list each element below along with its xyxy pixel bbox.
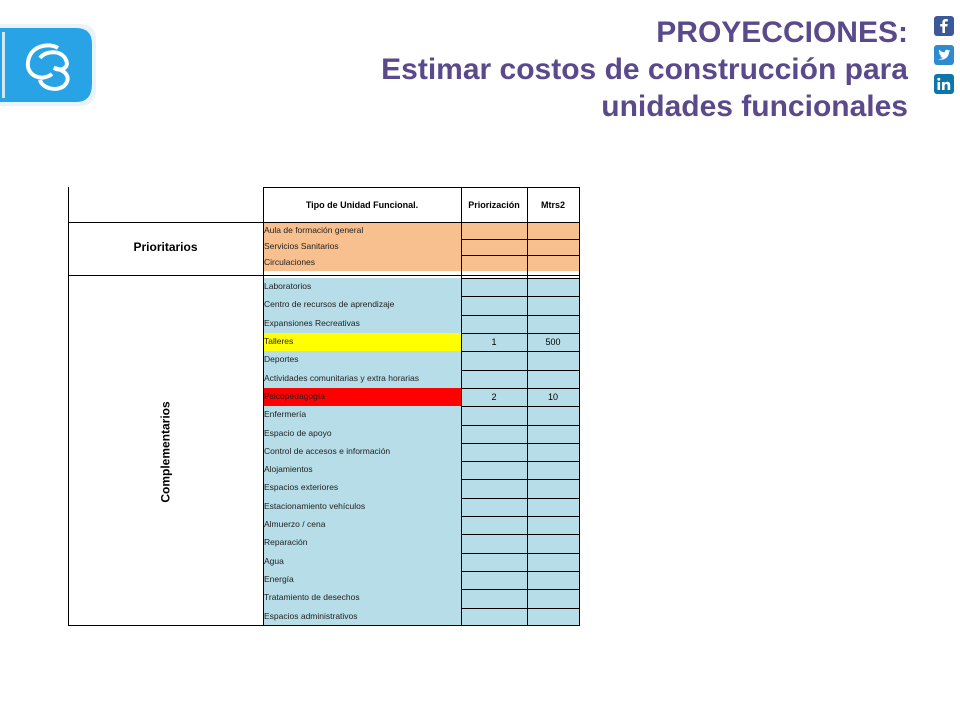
mtrs2-cell [527,516,579,534]
mtrs2-cell [527,571,579,589]
list-item: Servicios Sanitarios [264,241,339,251]
group-label-prioritarios: Prioritarios [133,240,198,254]
table-row-label: Actividades comunitarias y extra horarias [264,372,419,383]
priorizacion-cell [461,351,527,369]
table-row-label: Laboratorios [264,281,312,291]
priorizacion-cell [461,406,527,424]
table-row-label: Estacionamiento vehículos [264,500,366,511]
mtrs2-cell [527,239,579,255]
priorizacion-cell [461,516,527,534]
table-row-label: Talleres [263,333,461,351]
priorizacion-cell [461,461,527,479]
priorizacion-cell [461,571,527,589]
priorizacion-cell [461,608,527,626]
mtrs2-cell: 10 [527,388,579,406]
priorizacion-cell [461,443,527,461]
mtrs2-cell [527,534,579,552]
table-row-label: Agua [264,555,284,566]
table-row-label: Deportes [264,354,299,365]
priorizacion-cell: 1 [461,333,527,351]
functional-units-table [68,187,579,626]
priorizacion-cell [461,278,527,296]
table-row-label: Tratamiento de desechos [264,592,360,603]
table-row-label: Espacio de apoyo [264,427,332,438]
priorizacion-cell [461,498,527,516]
header-priorizacion: Priorización [468,199,520,210]
list-item: Aula de formación general [264,225,364,235]
table-row-label: Centro de recursos de aprendizaje [264,299,395,310]
mtrs2-cell [527,498,579,516]
mtrs2-cell: 500 [527,333,579,351]
title-line-3: unidades funcionales [601,90,908,123]
list-item: Circulaciones [264,257,316,267]
priorizacion-cell [461,479,527,497]
company-logo [0,18,98,108]
mtrs2-cell [527,255,579,271]
table-row-label: Espacios administrativos [264,610,358,621]
priorizacion-cell [461,296,527,314]
priorizacion-cell [461,223,527,239]
group-label-complementarios [68,278,263,626]
header-tipo: Tipo de Unidad Funcional. [305,199,419,210]
priorizacion-cell [461,589,527,607]
mtrs2-cell [527,351,579,369]
table-row-label: Almuerzo / cena [264,519,326,530]
linkedin-icon[interactable] [934,74,954,94]
priorizacion-cell: 2 [461,388,527,406]
table-row-label: Espacios exteriores [264,482,339,493]
table-row-label: Energía [264,574,294,585]
mtrs2-cell [527,589,579,607]
priorizacion-cell [461,553,527,571]
table-row-label: Enfermería [264,409,307,420]
twitter-icon[interactable] [934,45,954,65]
mtrs2-cell [527,443,579,461]
slide-title [188,14,908,125]
mtrs2-cell [527,479,579,497]
title-line-2: Estimar costos de construcción para [381,53,908,86]
mtrs2-cell [527,553,579,571]
title-line-1: PROYECCIONES: [656,16,908,49]
table-row-label: Alojamientos [264,464,313,475]
mtrs2-cell [527,223,579,239]
mtrs2-cell [527,296,579,314]
mtrs2-cell [527,425,579,443]
mtrs2-cell [527,278,579,296]
facebook-icon[interactable] [934,16,954,36]
table-row-label: Control de accesos e información [264,445,391,456]
priorizacion-cell [461,239,527,255]
priorizacion-cell [461,534,527,552]
priorizacion-cell [461,370,527,388]
table-row-label: Reparación [264,537,308,548]
priorizacion-cell [461,255,527,271]
mtrs2-cell [527,315,579,333]
table-row-label: Expansiones Recreativas [264,317,360,328]
header-mtrs2: Mtrs2 [540,199,565,210]
priorizacion-cell [461,315,527,333]
complementarios-text: Complementarios [158,401,173,503]
mtrs2-cell [527,370,579,388]
mtrs2-cell [527,461,579,479]
table-row-label: Psicopedagogía [263,388,461,406]
mtrs2-cell [527,406,579,424]
mtrs2-cell [527,608,579,626]
priorizacion-cell [461,425,527,443]
